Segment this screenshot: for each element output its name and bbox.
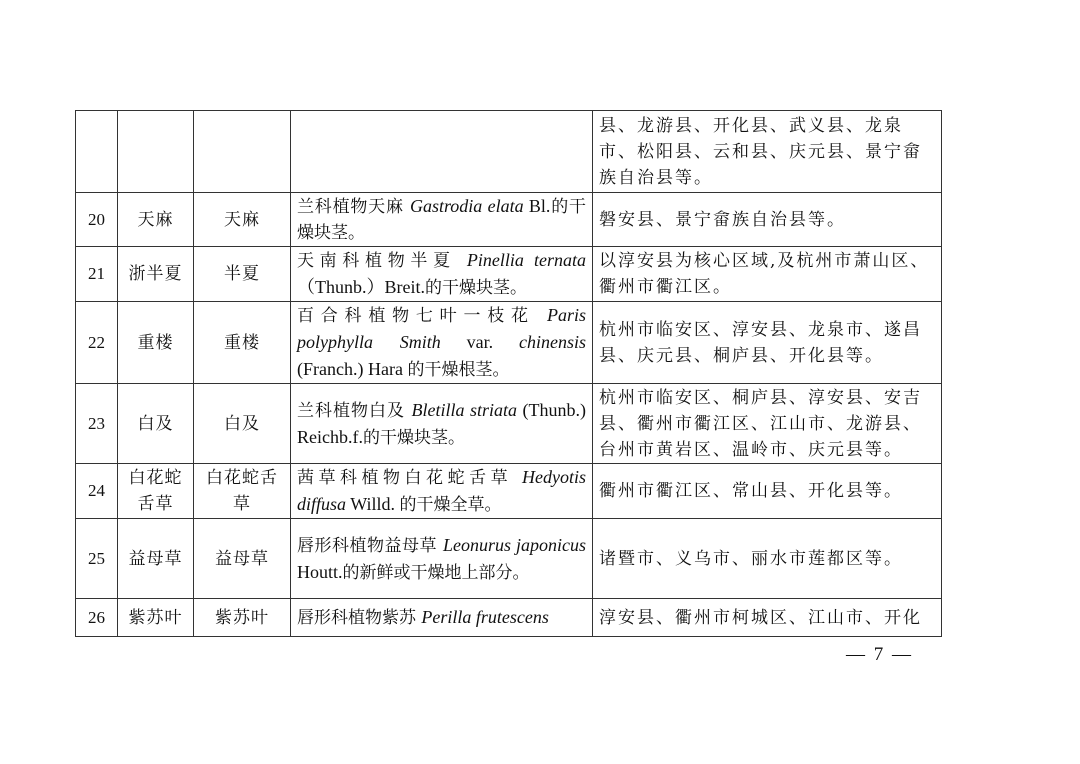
source-text-segment: chinensis [519, 332, 587, 352]
source-text-segment: 天南科植物半夏 [297, 251, 467, 271]
medicinal-material: 益母草 [194, 519, 291, 599]
table-row [76, 302, 942, 384]
source-text-segment: 兰科植物天麻 [297, 197, 410, 217]
source-text-segment: 兰科植物白及 [297, 400, 412, 421]
source-text-segment: 的干燥块茎。 [362, 427, 465, 448]
botanical-source [291, 384, 593, 464]
table-row [76, 464, 942, 519]
source-text-segment: Perilla frutescens [421, 607, 549, 627]
source-text-segment: 茜草科植物白花蛇舌草 [297, 468, 523, 488]
production-area: 淳安县、衢州市柯城区、江山市、开化 [593, 599, 942, 637]
source-text-segment: Houtt. [297, 561, 343, 582]
production-area: 衢州市衢江区、常山县、开化县等。 [593, 464, 942, 519]
row-number: 22 [76, 302, 118, 384]
source-text-segment: 的干燥块茎。 [297, 197, 587, 243]
source-text-segment: Leonurus japonicus [442, 534, 586, 555]
botanical-source [291, 111, 593, 193]
source-text-segment: (Franch.) Hara [297, 359, 408, 379]
medicinal-material: 重楼 [194, 302, 291, 384]
botanical-source [291, 302, 593, 384]
source-text-segment: Bl. [523, 196, 551, 216]
source-text-segment: Smith [399, 332, 441, 352]
page-number: — 7 — [846, 644, 913, 665]
source-text-segment: Gastrodia elata [409, 196, 524, 216]
table-row [76, 599, 942, 637]
source-text-segment: var. [440, 332, 520, 352]
herb-name: 紫苏叶 [118, 599, 194, 637]
source-text-segment: (Thunb.) Reichb.f. [297, 399, 586, 447]
row-number: 21 [76, 247, 118, 302]
herb-name [118, 111, 194, 193]
row-number [76, 111, 118, 193]
herb-name: 益母草 [118, 519, 194, 599]
botanical-source [291, 464, 593, 519]
row-number: 25 [76, 519, 118, 599]
source-text-segment: Hedyotis diffusa [297, 467, 586, 514]
medicinal-material: 白及 [194, 384, 291, 464]
source-text-segment: 唇形科植物益母草 [297, 535, 443, 556]
herb-table-body [76, 111, 942, 637]
botanical-source [291, 247, 593, 302]
source-text-segment: （Thunb.）Breit. [297, 277, 425, 297]
production-area: 杭州市临安区、淳安县、龙泉市、遂昌县、庆元县、桐庐县、开化县等。 [593, 302, 942, 384]
source-text-segment [373, 333, 400, 353]
source-text-segment: 的干燥根茎。 [407, 360, 510, 380]
row-number: 20 [76, 193, 118, 247]
source-text-segment: Bletilla striata [411, 399, 517, 420]
source-text-segment: Pinellia ternata [466, 250, 587, 270]
herb-name: 白花蛇舌草 [118, 464, 194, 519]
production-area: 以淳安县为核心区域,及杭州市萧山区、衢州市衢江区。 [593, 247, 942, 302]
medicinal-material: 白花蛇舌草 [194, 464, 291, 519]
table-row [76, 247, 942, 302]
herb-name: 天麻 [118, 193, 194, 247]
table-row [76, 519, 942, 599]
source-text-segment: Willd. [346, 494, 400, 514]
production-area: 诸暨市、义乌市、丽水市莲都区等。 [593, 519, 942, 599]
production-area: 磐安县、景宁畲族自治县等。 [593, 193, 942, 247]
row-number: 24 [76, 464, 118, 519]
source-text-segment: 唇形科植物紫苏 [297, 608, 422, 628]
source-text-segment: 的干燥全草。 [399, 495, 502, 515]
herb-name: 重楼 [118, 302, 194, 384]
source-text-segment: 的干燥块茎。 [425, 278, 527, 298]
medicinal-material: 紫苏叶 [194, 599, 291, 637]
medicinal-material: 天麻 [194, 193, 291, 247]
source-text-segment: 的新鲜或干燥地上部分。 [342, 562, 530, 583]
source-text-segment: Paris polyphylla [297, 305, 586, 352]
herb-name: 白及 [118, 384, 194, 464]
herb-name: 浙半夏 [118, 247, 194, 302]
table-row [76, 384, 942, 464]
table-row [76, 111, 942, 193]
medicinal-material [194, 111, 291, 193]
botanical-source [291, 193, 593, 247]
botanical-source [291, 519, 593, 599]
herb-table [75, 110, 942, 637]
medicinal-material: 半夏 [194, 247, 291, 302]
source-text-segment: 百合科植物七叶一枝花 [297, 306, 547, 326]
table-row [76, 193, 942, 247]
row-number: 26 [76, 599, 118, 637]
production-area: 杭州市临安区、桐庐县、淳安县、安吉县、衢州市衢江区、江山市、龙游县、台州市黄岩区、温岭市、庆元县等。 [593, 384, 942, 464]
row-number: 23 [76, 384, 118, 464]
botanical-source [291, 599, 593, 637]
production-area: 县、龙游县、开化县、武义县、龙泉市、松阳县、云和县、庆元县、景宁畲族自治县等。 [593, 111, 942, 193]
